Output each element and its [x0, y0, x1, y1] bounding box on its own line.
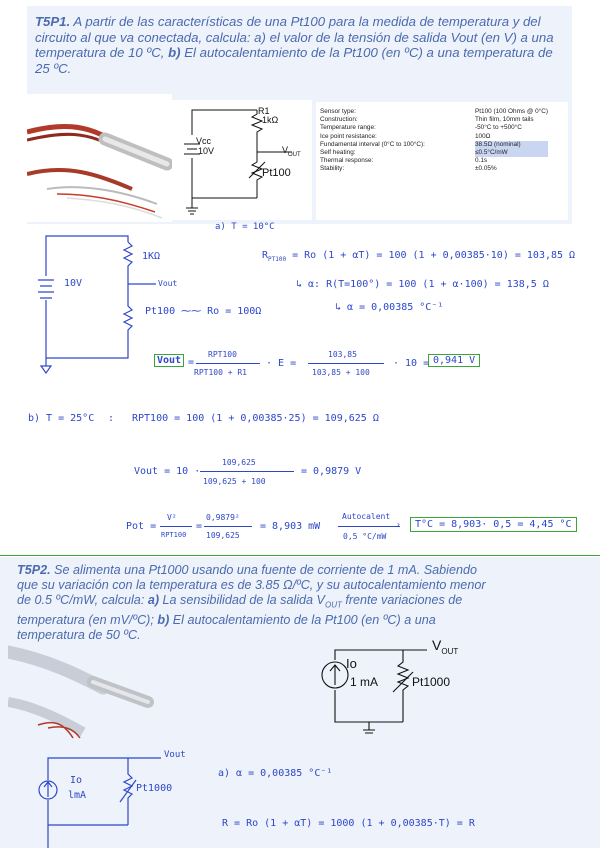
section-divider — [0, 555, 600, 556]
spec-highlight-interval: 38.5Ω (nominal) — [475, 141, 548, 149]
note-pot-eq: = 8,903 mW — [260, 521, 321, 532]
frac3-bar — [200, 471, 294, 472]
pt100-probe-photo — [27, 94, 172, 222]
circuit1-vcc-value: 10V — [198, 146, 215, 156]
problem1-statement: T5P1. A partir de las características de una Pt100 para la medida de temperatura y del circuito al que va conectada, calcula: a) el valor de la tensión de salida Vout (en V) a una temperatura de 10 ºC, b) El autocalentamiento de la Pt100 (en ºC) a una temperatura de 25 ºC. — [35, 14, 554, 76]
frac4-bar — [160, 526, 192, 527]
mult-10: · 10 = — [393, 358, 430, 369]
circuit1-vcc-label: Vcc — [196, 136, 212, 146]
note2-io-value: lmA — [68, 790, 87, 801]
circuit2-io-value: 1 mA — [350, 675, 379, 689]
note-vout2-right: = 0,9879 V — [301, 466, 362, 477]
frac5-den: 109,625 — [206, 531, 240, 540]
circuit1-sensor-label: Pt100 — [262, 167, 291, 179]
frac1-den: RPT100 + R1 — [194, 368, 247, 377]
frac1-num: RPT100 — [208, 350, 237, 359]
circuit1-vout-label: $V_{OUT}$ — [282, 145, 301, 158]
note-voltage-label: 10V — [64, 278, 83, 289]
note2-alpha: a) α = 0,00385 °C⁻¹ — [218, 768, 333, 779]
result-a-box: 0,941 V — [428, 354, 480, 367]
frac2-bar — [308, 363, 384, 364]
note2-sensor: Pt1000 — [136, 783, 173, 794]
frac3-num: 109,625 — [222, 458, 256, 467]
problem2-code: T5P2. — [17, 563, 51, 577]
auto-den: 0,5 °C/mW — [343, 532, 387, 541]
frac4-num: V² — [167, 513, 177, 522]
spec-labels: Sensor type: Construction: Temperature range: Ice point resistance: Fundamental interval (0°C to 100°C): Self heating: Thermal response: Stability: — [320, 108, 425, 173]
auto-label: Autocalent — [342, 512, 391, 521]
note-rpt-equation: $R_{PT100} = Ro$ (1 + αT) = 100 (1 + 0,00385·10) = 103,85 Ω — [262, 250, 576, 263]
note-b-rpt: RPT100 = 100 (1 + 0,00385·25) = 109,625 Ω — [132, 413, 379, 424]
frac5-bar — [204, 526, 252, 527]
frac4-den: RPT100 — [161, 531, 187, 539]
spec-values: Pt100 (100 Ohms @ 0°C) Thin film, 10mm tails -50°C to +500°C 100Ω 38.5Ω (nominal) ≤0.5°C/mW 0.1s ±0.05% — [475, 108, 548, 173]
frac3-den: 109,625 + 100 — [203, 477, 266, 486]
frac1-bar — [196, 363, 260, 364]
vout-box: Vout — [154, 354, 184, 367]
circuit2-io-label: Io — [346, 656, 357, 671]
note2-vout: Vout — [164, 750, 186, 760]
note2-r-equation: R = Ro (1 + αT) = 1000 (1 + 0,00385·T) = R — [222, 818, 475, 829]
note-pt100-label: Pt100 ⁓⁓ Ro = 100Ω — [145, 306, 262, 317]
problem1-code: T5P1. — [35, 14, 71, 29]
note-alpha-line1: ↳ α: R(T=100°) = 100 (1 + α·100) = 138,5 Ω — [296, 279, 549, 290]
handwritten-circuit1 — [36, 228, 156, 378]
circuit1-r1-label: R1 — [258, 106, 270, 116]
note2-io: Io — [70, 775, 83, 786]
circuit2-vout-label: $V_{OUT}$ — [432, 637, 459, 656]
problem2-statement: T5P2. Se alimenta una Pt1000 usando una fuente de corriente de 1 mA. Sabiendo que su variación con la temperatura es de 3.85 Ω/ºC, y su autocalentamiento menor de 0.5 ºC/mW, calcula: a) La sensibilidad de la salida $V_{OUT}$ frente variaciones de temperatura (en mV/ºC); b) El autocalentamiento de la Pt100 (en ºC) a una temperatura de 50 ºC. — [17, 563, 486, 642]
note-vout2-left: Vout = 10 · — [134, 466, 201, 477]
circuit2-sensor-label: Pt1000 — [412, 675, 451, 689]
handwritten-circuit2 — [36, 750, 166, 848]
note-alpha-line2: ↳ α = 0,00385 °C⁻¹ — [335, 302, 444, 313]
note-b-heading: b) T = 25°C — [28, 413, 95, 424]
note-r-label: 1KΩ — [142, 251, 161, 262]
note-vout-label: Vout — [158, 279, 178, 288]
spec-highlight-selfheat: ≤0.5°C/mW — [475, 149, 548, 157]
auto-arrow — [338, 526, 400, 527]
circuit1-schematic — [172, 100, 312, 220]
frac2-num: 103,85 — [328, 350, 357, 359]
frac2-den: 103,85 + 100 — [312, 368, 370, 377]
frac5-num: 0,9879² — [206, 513, 240, 522]
pt1000-probe-photo — [8, 640, 163, 740]
note-a-heading: a) T = 10°C — [215, 222, 275, 232]
circuit2-schematic — [315, 640, 485, 735]
note-pot-left: Pot = — [126, 521, 157, 532]
mult-e: · E = — [266, 358, 297, 369]
circuit1-r1-value: 1kΩ — [262, 115, 279, 125]
result-b-box: T°C = 8,903· 0,5 = 4,45 °C — [410, 517, 577, 532]
